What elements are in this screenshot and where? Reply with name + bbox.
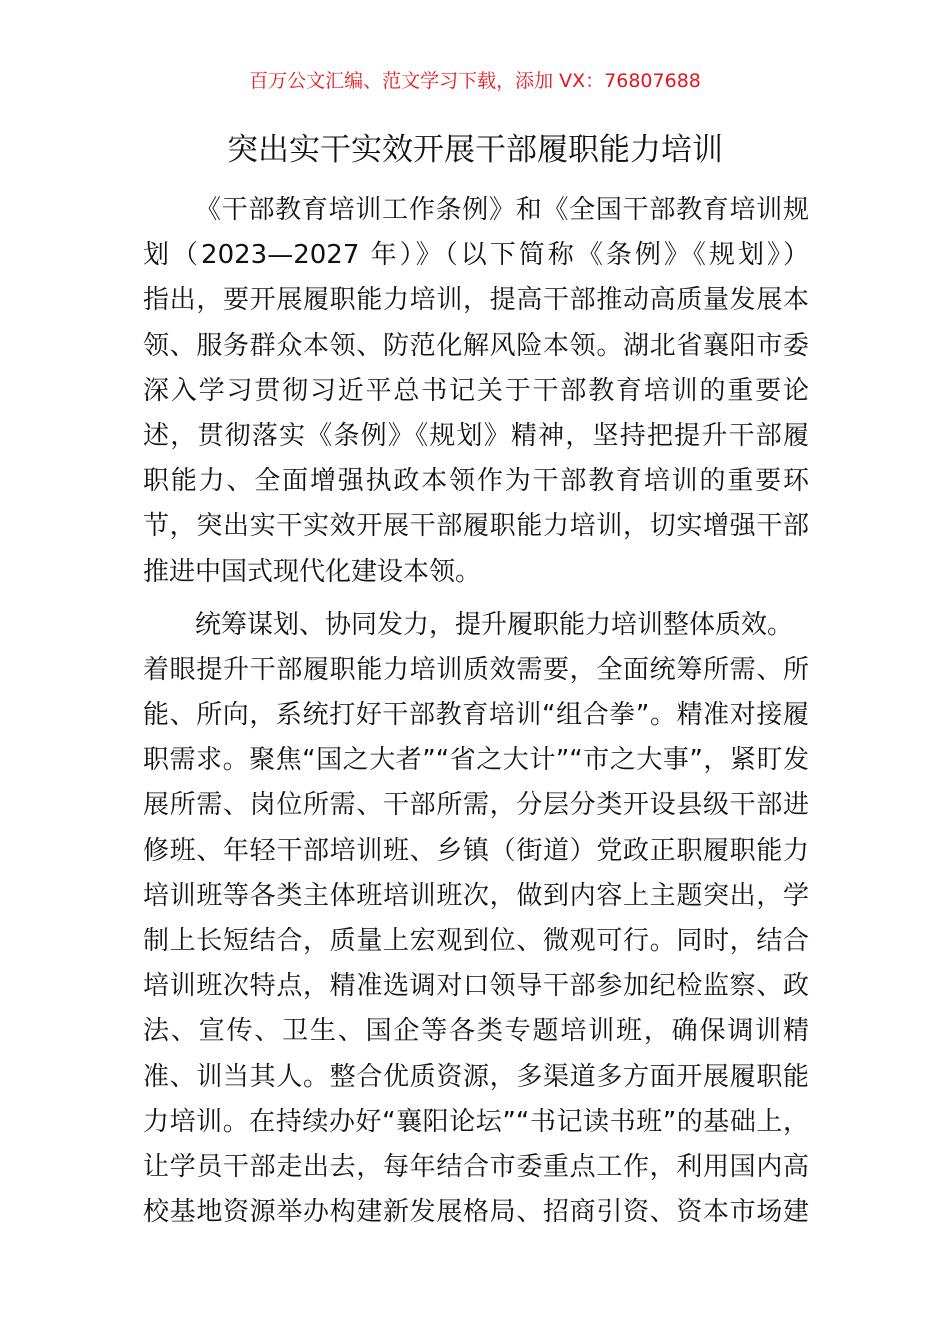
- text-line: 法、宣传、卫生、国企等各类专题培训班，确保调训精: [143, 1016, 809, 1047]
- text-line: 《干部教育培训工作条例》和《全国干部教育培训规: [195, 195, 809, 225]
- text-line: 述，贯彻落实《条例》《规划》精神，坚持把提升干部履: [143, 420, 809, 451]
- text-line: 制上长短结合，质量上宏观到位、微观可行。同时，结合: [143, 926, 809, 956]
- paragraph-spacer: [143, 595, 809, 603]
- text-line: 领、服务群众本领、防范化解风险本领。湖北省襄阳市委: [143, 330, 809, 361]
- text-line: 指出，要开展履职能力培训，提高干部推动高质量发展本: [143, 285, 809, 316]
- text-line: 能、所向，系统打好干部教育培训“组合拳”。精准对接履: [143, 700, 809, 731]
- text-line: 让学员干部走出去，每年结合市委重点工作，利用国内高: [143, 1151, 809, 1182]
- text-line: 培训班次特点，精准选调对口领导干部参加纪检监察、政: [143, 971, 809, 1002]
- text-line: 力培训。在持续办好“襄阳论坛”“书记读书班”的基础上，: [143, 1106, 809, 1137]
- text-line: 职能力、全面增强执政本领作为干部教育培训的重要环: [143, 466, 809, 497]
- text-line: 校基地资源举办构建新发展格局、招商引资、资本市场建: [143, 1197, 809, 1228]
- text-line: 准、训当其人。整合优质资源，多渠道多方面开展履职能: [143, 1061, 809, 1092]
- text-line: 着眼提升干部履职能力培训质效需要，全面统筹所需、所: [143, 654, 809, 685]
- text-line: 节，突出实干实效开展干部履职能力培训，切实增强干部: [143, 511, 809, 542]
- text-line: 划（2023—2027 年）》（以下简称《条例》《规划》）: [143, 240, 809, 271]
- text-line: 统筹谋划、协同发力，提升履职能力培训整体质效。: [195, 609, 794, 640]
- document-title: 突出实干实效开展干部履职能力培训: [227, 132, 723, 168]
- text-line: 展所需、岗位所需、干部所需，分层分类开设县级干部进: [143, 790, 809, 821]
- text-line: 深入学习贯彻习近平总书记关于干部教育培训的重要论: [143, 375, 809, 406]
- text-line: 推进中国式现代化建设本领。: [143, 556, 482, 587]
- paragraph-1: [143, 188, 809, 595]
- text-line: 职需求。聚焦“国之大者”“省之大计”“市之大事”，紧盯发: [143, 745, 809, 776]
- text-line: 培训班等各类主体班培训班次，做到内容上主题突出，学: [143, 880, 809, 911]
- paragraph-2: [143, 603, 809, 1236]
- document-body: [143, 188, 809, 1235]
- text-line: 修班、年轻干部培训班、乡镇（街道）党政正职履职能力: [143, 835, 809, 866]
- watermark-header: 百万公文汇编、范文学习下载，添加 VX：76807688: [249, 70, 701, 92]
